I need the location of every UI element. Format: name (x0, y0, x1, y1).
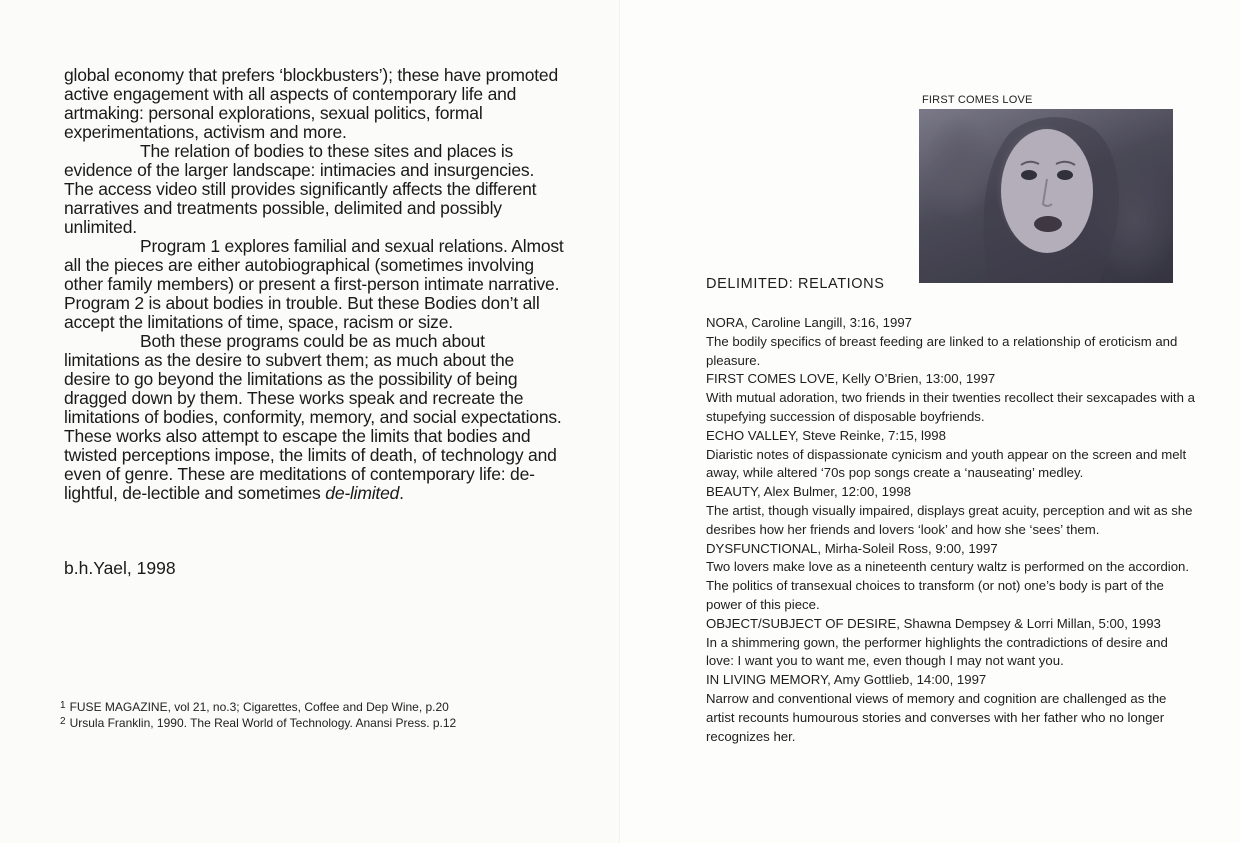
program-item (706, 427, 1196, 483)
essay-paragraph-2: The relation of bodies to these sites and places is evidence of the larger landscape: intimacies and insurgencies. The access video still provides significantly affects the different narratives and treatments possible, delimited and possibly unlimited. (64, 141, 537, 237)
section-heading: DELIMITED: RELATIONS (706, 276, 885, 292)
essay-closing-emphasis: de-limited (325, 483, 400, 503)
program-item (706, 483, 1196, 539)
program-title: ECHO VALLEY, Steve Reinke, 7:15, l998 (706, 427, 946, 443)
footnote-2-text: Ursula Franklin, 1990. The Real World of Technology. Anansi Press. p.12 (69, 715, 457, 730)
footnote-1-text: FUSE MAGAZINE, vol 21, no.3; Cigarettes, Coffee and Dep Wine, p.20 (69, 700, 449, 714)
program-title: IN LIVING MEMORY, Amy Gottlieb, 14:00, 1997 (706, 672, 987, 688)
footnote-2-number: 2 (60, 715, 66, 727)
footnote-1-number: 1 (60, 700, 66, 711)
program-item (706, 671, 1196, 746)
author-signature: b.h.Yael, 1998 (64, 558, 176, 578)
footnotes (60, 699, 580, 730)
program-title: FIRST COMES LOVE, Kelly O’Brien, 13:00, 1997 (706, 371, 996, 387)
essay-paragraph-3: Program 1 explores familial and sexual relations. Almost all the pieces are either autobiographical (sometimes involving other family members) or present a first-person intimate narrative. Program 2 is about bodies in trouble. But these Bodies don’t all accept the limitations of time, space, racism or size. (64, 236, 564, 332)
program-item (706, 314, 1196, 370)
essay-paragraph-4-text: Both these programs could be as much about limitations as the desire to subvert them; as much about the desire to go beyond the limitations as the possibility of being dragged down by them. These works speak and recreate the limitations of bodies, conformity, memory, and social expectations. These works also attempt to escape the limits that bodies and twisted perceptions impose, the limits of death, of technology and even of genre. These are meditations of contemporary life: de-lightful, de-lectible and sometimes (64, 331, 562, 503)
footnote-1 (60, 699, 580, 715)
program-description: The bodily specifics of breast feeding are linked to a relationship of eroticism and pleasure. (706, 333, 1178, 368)
program-description: Narrow and conventional views of memory and cognition are challenged as the artist recounts humourous stories and converses with her father who no longer recognizes her. (706, 690, 1167, 744)
essay-closing-period: . (399, 483, 404, 503)
essay-paragraph-1: global economy that prefers ‘blockbusters’); these have promoted active engagement with all aspects of contemporary life and artmaking: personal explorations, sexual politics, formal experimentations, activism and more. (64, 65, 558, 142)
program-description: The artist, though visually impaired, displays great acuity, perception and wit as she desribes how her friends and lovers ‘look’ and how she ‘sees’ them. (706, 502, 1193, 537)
program-description: With mutual adoration, two friends in their twenties recollect their sexcapades with a stupefying succession of disposable boyfriends. (706, 390, 1195, 424)
program-description: Two lovers make love as a nineteenth century waltz is performed on the accordion. The politics of transexual choices to transform (or not) one’s body is part of the power of this piece. (706, 559, 1190, 612)
program-description: Diaristic notes of dispassionate cynicism and youth appear on the screen and melt away, while altered ‘70s pop songs create a ‘nauseating’ medley. (706, 446, 1187, 481)
essay-paragraph-4 (64, 332, 564, 503)
photo-caption: FIRST COMES LOVE (922, 94, 1033, 106)
program-item (706, 540, 1196, 615)
footnote-2 (60, 715, 580, 731)
film-still-photo (919, 109, 1173, 283)
program-title: NORA, Caroline Langill, 3:16, 1997 (706, 315, 912, 330)
program-title: BEAUTY, Alex Bulmer, 12:00, 1998 (706, 484, 912, 500)
program-title: DYSFUNCTIONAL, Mirha-Soleil Ross, 9:00, 1997 (706, 540, 998, 556)
program-item (706, 370, 1196, 426)
program-description: In a shimmering gown, the performer highlights the contradictions of desire and love: I want you to want me, even though I may not want you. (706, 634, 1168, 669)
program-title: OBJECT/SUBJECT OF DESIRE, Shawna Dempsey & Lorri Millan, 5:00, 1993 (706, 615, 1161, 631)
essay-body (64, 66, 564, 503)
program-item (706, 615, 1196, 671)
program-list (706, 314, 1196, 746)
film-still-illustration (919, 109, 1173, 283)
